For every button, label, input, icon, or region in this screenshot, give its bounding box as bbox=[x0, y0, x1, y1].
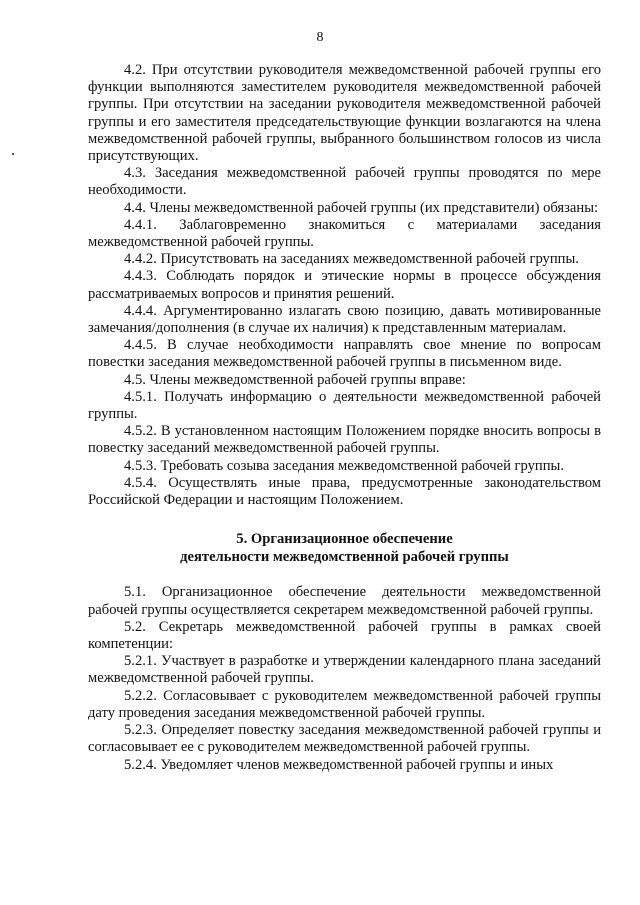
paragraph-5-2-2: 5.2.2. Согласовывает с руководителем межведомственной рабочей группы дату проведения заседания межведомственной рабочей группы. bbox=[88, 687, 601, 721]
paragraph-4-4-3: 4.4.3. Соблюдать порядок и этические нормы в процессе обсуждения рассматриваемых вопросов и принятия решений. bbox=[88, 268, 601, 302]
paragraph-4-4-2: 4.4.2. Присутствовать на заседаниях межведомственной рабочей группы. bbox=[124, 251, 579, 268]
paragraph-5-2-3: 5.2.3. Определяет повестку заседания межведомственной рабочей группы и согласовывает ее с руководителем межведомственной рабочей группы. bbox=[88, 722, 601, 756]
paragraph-4-5-2: 4.5.2. В установленном настоящим Положением порядке вносить вопросы в повестку заседаний межведомственной рабочей группы. bbox=[88, 423, 601, 457]
page-number: 8 bbox=[316, 30, 324, 45]
paragraph-4-5-1: 4.5.1. Получать информацию о деятельности межведомственной рабочей группы. bbox=[88, 388, 601, 423]
paragraph-4-4-5: 4.4.5. В случае необходимости направлять свое мнение по вопросам повестки заседания межведомственной рабочей группы в письменном виде. bbox=[88, 337, 601, 371]
paragraph-4-5: 4.5. Члены межведомственной рабочей группы вправе: bbox=[124, 371, 466, 388]
document-body bbox=[88, 62, 601, 774]
paragraph-5-2-4: 5.2.4. Уведомляет членов межведомственной рабочей группы и иных bbox=[124, 756, 554, 773]
paragraph-4-5-3: 4.5.3. Требовать созыва заседания межведомственной рабочей группы. bbox=[124, 457, 564, 474]
paragraph-4-4: 4.4. Члены межведомственной рабочей группы (их представители) обязаны: bbox=[124, 199, 599, 216]
paragraph-4-4-4: 4.4.4. Аргументированно излагать свою позицию, давать мотивированные замечания/дополнения (в случае их наличия) к представленным материалам. bbox=[88, 302, 601, 337]
paragraph-5-2: 5.2. Секретарь межведомственной рабочей группы в рамках своей компетенции: bbox=[88, 618, 601, 653]
paragraph-4-5-4: 4.5.4. Осуществлять иные права, предусмотренные законодательством Российской Федерации и настоящим Положением. bbox=[88, 474, 601, 509]
scan-speck bbox=[12, 153, 14, 155]
paragraph-5-1: 5.1. Организационное обеспечение деятельности межведомственной рабочей группы осуществляется секретарем межведомственной рабочей группы. bbox=[88, 584, 601, 618]
section-heading bbox=[88, 531, 601, 566]
section-heading-line-2: деятельности межведомственной рабочей группы bbox=[180, 548, 509, 565]
section-heading-line-1: 5. Организационное обеспечение bbox=[236, 531, 453, 548]
paragraph-4-4-1: 4.4.1. Заблаговременно знакомиться с материалами заседания межведомственной рабочей группы. bbox=[88, 216, 601, 251]
paragraph-5-2-1: 5.2.1. Участвует в разработке и утверждении календарного плана заседаний межведомственной рабочей группы. bbox=[88, 653, 601, 687]
paragraph-4-2: 4.2. При отсутствии руководителя межведомственной рабочей группы его функции выполняются заместителем руководителя межведомственной рабочей группы. При отсутствии на заседании руководителя межведомственной рабочей группы и его заместителя председательствующие функции возлагаются на члена межведомственной рабочей группы, выбранного большинством голосов из числа присутствующих. bbox=[88, 62, 601, 165]
paragraph-4-3: 4.3. Заседания межведомственной рабочей группы проводятся по мере необходимости. bbox=[88, 165, 601, 199]
